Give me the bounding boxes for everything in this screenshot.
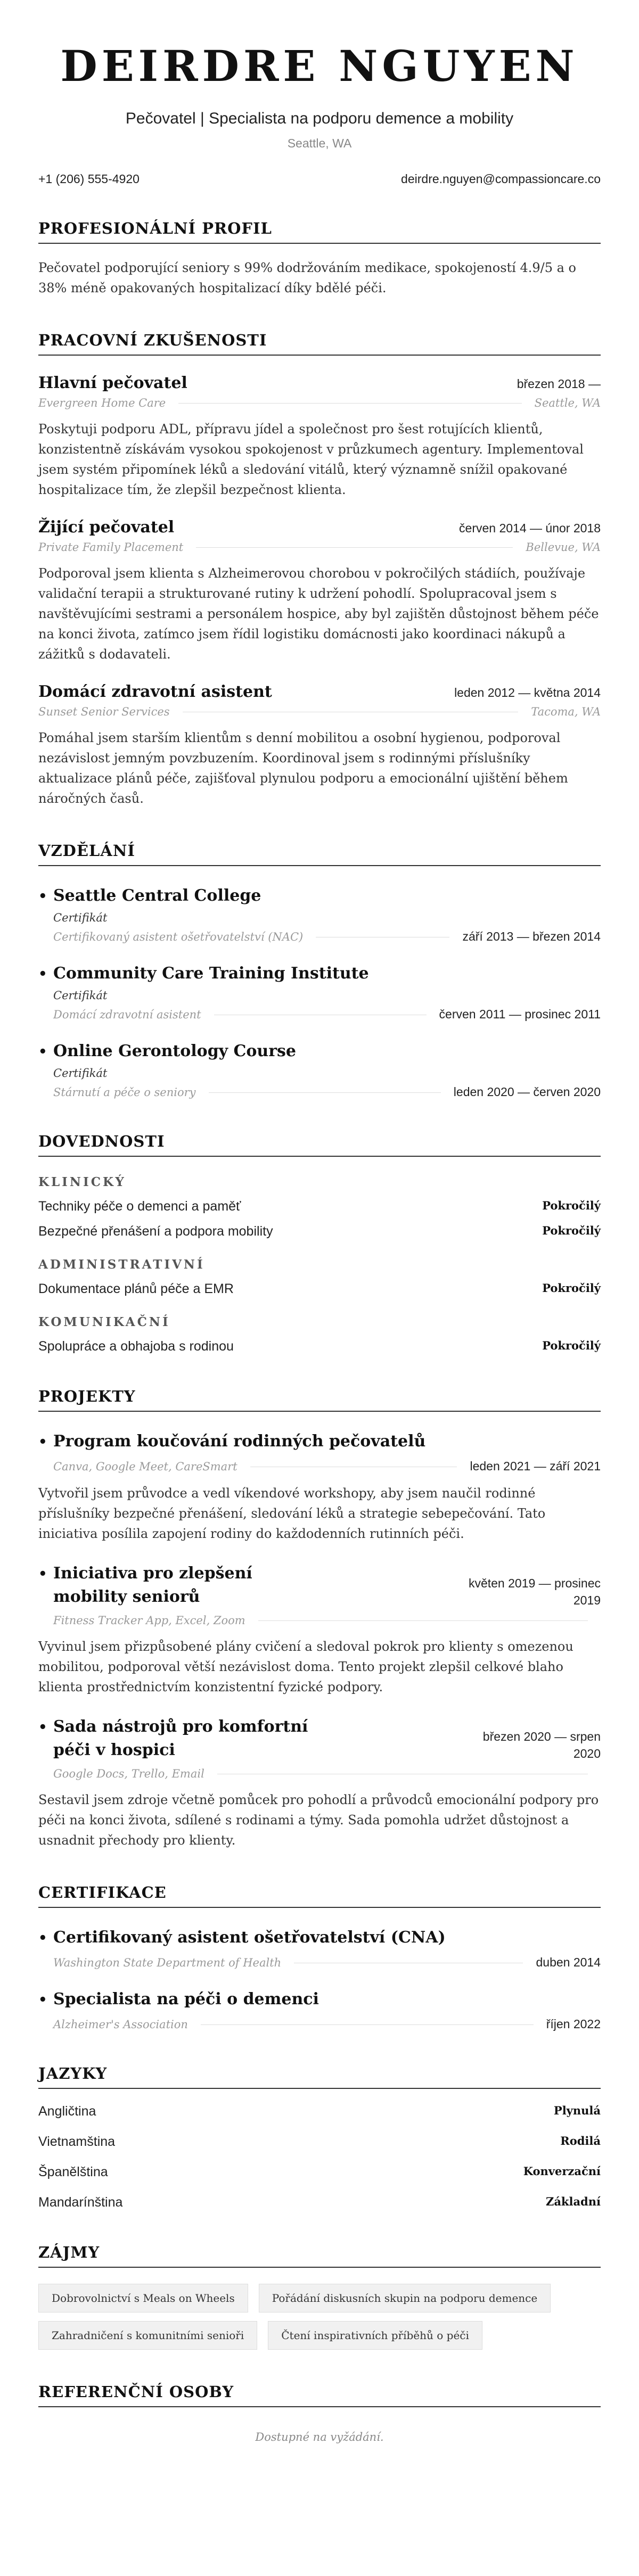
- email-address: deirdre.nguyen@compassioncare.co: [401, 172, 601, 186]
- skill-row: [38, 1199, 601, 1214]
- section-title-education: VZDĚLÁNÍ: [38, 842, 601, 866]
- divider-line: [178, 402, 521, 404]
- interest-chip: Zahradničení s komunitními senioři: [38, 2321, 257, 2350]
- bullet-icon: •: [38, 1719, 47, 1735]
- divider-line: [209, 1092, 441, 1093]
- project-name: Sada nástrojů pro komfortní péči v hospici: [53, 1717, 308, 1759]
- education-entry: [38, 1040, 601, 1099]
- bullet-icon: •: [38, 966, 47, 982]
- interest-chip: Dobrovolnictví s Meals on Wheels: [38, 2284, 248, 2312]
- bullet-icon: •: [38, 1930, 47, 1946]
- field-of-study: Domácí zdravotní asistent: [53, 1008, 201, 1021]
- skill-row: [38, 1339, 601, 1354]
- degree: Certifikát: [53, 911, 108, 924]
- divider-line: [250, 1466, 457, 1467]
- certification-date: říjen 2022: [546, 2017, 601, 2031]
- project-date: březen 2020 — srpen 2020: [482, 1730, 601, 1760]
- language-level: Plynulá: [553, 2104, 601, 2117]
- school-name: Online Gerontology Course: [53, 1042, 297, 1060]
- divider-line: [258, 1620, 588, 1621]
- language-level: Rodilá: [560, 2134, 601, 2147]
- references-section: [38, 2383, 601, 2443]
- language-level: Základní: [545, 2195, 601, 2208]
- section-title-experience: PRACOVNÍ ZKUŠENOSTI: [38, 331, 601, 356]
- interest-chip: Čtení inspirativních příběhů o péči: [268, 2321, 482, 2350]
- experience-entry: [38, 518, 601, 664]
- skill-name: Dokumentace plánů péče a EMR: [38, 1281, 234, 1296]
- job-location: Seattle, WA: [534, 397, 601, 409]
- job-location: Bellevue, WA: [526, 541, 601, 554]
- job-location: Tacoma, WA: [531, 705, 601, 718]
- skill-name: Techniky péče o demenci a paměť: [38, 1199, 241, 1214]
- language-level: Konverzační: [523, 2165, 601, 2178]
- divider-line: [217, 1773, 588, 1774]
- education-section: [38, 842, 601, 1099]
- section-title-profile: PROFESIONÁLNÍ PROFIL: [38, 219, 601, 244]
- references-text: Dostupné na vyžádání.: [255, 2431, 384, 2443]
- certification-date: duben 2014: [536, 1955, 601, 1969]
- experience-entry: [38, 682, 601, 809]
- bullet-icon: •: [38, 888, 47, 904]
- phone-number: +1 (206) 555-4920: [38, 172, 140, 186]
- bullet-icon: •: [38, 1044, 47, 1060]
- skill-level: Pokročilý: [542, 1224, 601, 1237]
- project-entry: [38, 1430, 601, 1544]
- section-title-certifications: CERTIFIKACE: [38, 1883, 601, 1908]
- certification-name: Specialista na péči o demenci: [53, 1990, 319, 2009]
- project-description: Sestavil jsem zdroje včetně pomůcek pro pohodlí a průvodců emocionální podpory pro péči na konci života, sdílené s rodinami a týmy. Sada pomohla udržet důstojnost a usnadnit přechody pro klienty.: [38, 1792, 599, 1848]
- project-date: leden 2021 — září 2021: [470, 1459, 601, 1473]
- divider-line: [294, 1962, 523, 1963]
- skill-category: ADMINISTRATIVNÍ: [38, 1257, 205, 1272]
- school-name: Seattle Central College: [53, 886, 261, 905]
- job-title: Žijící pečovatel: [38, 518, 175, 537]
- field-of-study: Stárnutí a péče o seniory: [53, 1085, 196, 1099]
- skill-row: [38, 1224, 601, 1239]
- education-entry: [38, 884, 601, 944]
- job-description: Poskytuji podporu ADL, přípravu jídel a společnost pro šest rotujících klientů, konzistentně získávám vysokou spokojenost v průzkumech agentury. Implementoval jsem systém připomínek léků a sledování vitálů, který významně snížil opakované hospitalizace tím, že zlepšil bezpečnost klienta.: [38, 422, 584, 497]
- divider-line: [316, 936, 449, 937]
- skill-row: [38, 1281, 601, 1297]
- section-title-projects: PROJEKTY: [38, 1387, 601, 1412]
- skill-category: KLINICKÝ: [38, 1175, 126, 1189]
- field-of-study: Certifikovaný asistent ošetřovatelství (NAC): [53, 930, 304, 943]
- divider-line: [201, 2024, 534, 2025]
- education-date: leden 2020 — červen 2020: [453, 1085, 601, 1099]
- interest-chips: [38, 2284, 601, 2350]
- job-date: březen 2018 —: [517, 377, 601, 391]
- contact-row: [38, 172, 601, 186]
- experience-section: [38, 331, 601, 809]
- skill-name: Bezpečné přenášení a podpora mobility: [38, 1224, 273, 1239]
- job-date: leden 2012 — května 2014: [454, 686, 601, 699]
- job-title: Hlavní pečovatel: [38, 374, 187, 392]
- section-title-skills: DOVEDNOSTI: [38, 1132, 601, 1157]
- language-name: Španělština: [38, 2165, 108, 2179]
- bullet-icon: •: [38, 1992, 47, 2008]
- project-entry: [38, 1715, 601, 1850]
- bullet-icon: •: [38, 1566, 47, 1582]
- degree: Certifikát: [53, 1067, 108, 1080]
- languages-section: [38, 2064, 601, 2210]
- profile-section: [38, 219, 601, 298]
- certifications-section: [38, 1883, 601, 2031]
- skill-level: Pokročilý: [542, 1281, 601, 1295]
- language-row: [38, 2195, 601, 2210]
- job-description: Pomáhal jsem starším klientům s denní mobilitou a osobní hygienou, podporoval nezávislost jemným povzbuzením. Koordinoval jsem s rodinnými příslušníky aktualizace plánů péče, zajišťoval plynulou podporu a emocionální ujištění během náročných časů.: [38, 730, 568, 806]
- education-entry: [38, 962, 601, 1022]
- certification-entry: [38, 1926, 601, 1970]
- profile-text: Pečovatel podporující seniory s 99% dodržováním medikace, spokojeností 4.9/5 a o 38% méně opakovaných hospitalizací díky bdělé péči.: [38, 260, 577, 295]
- language-row: [38, 2134, 601, 2150]
- certification-issuer: Alzheimer's Association: [53, 2018, 188, 2031]
- divider-line: [196, 547, 513, 548]
- divider-line: [214, 1014, 427, 1015]
- candidate-location: Seattle, WA: [287, 136, 352, 150]
- experience-entry: [38, 374, 601, 500]
- skills-section: [38, 1132, 601, 1354]
- project-description: Vytvořil jsem průvodce a vedl víkendové workshopy, aby jsem naučil rodinné příslušníky bezpečné přenášení, sledování léků a strategie sebepečování. Tato iniciativa posílila zapojení rodiny do každodenních rutinních péči.: [38, 1486, 546, 1541]
- divider-line: [183, 711, 519, 712]
- project-entry: [38, 1562, 601, 1697]
- bullet-icon: •: [38, 1434, 47, 1450]
- language-row: [38, 2104, 601, 2119]
- section-title-languages: JAZYKY: [38, 2064, 601, 2089]
- language-name: Angličtina: [38, 2104, 96, 2119]
- language-name: Vietnamština: [38, 2134, 116, 2149]
- job-date: červen 2014 — únor 2018: [459, 521, 601, 535]
- interests-section: [38, 2243, 601, 2350]
- job-description: Podporoval jsem klienta s Alzheimerovou chorobou v pokročilých stádiích, používaje validační terapii a strukturované rutiny k udržení pohodlí. Spolupracoval jsem s navštěvujícími sestrami a personálem hospice, aby byl zajištěn důstojnost během péče na konci života, zatímco jsem řídil logistiku domácnosti jako koordinaci nákupů a zážitků s dodavateli.: [38, 566, 599, 662]
- certification-issuer: Washington State Department of Health: [53, 1956, 282, 1969]
- project-date: květen 2019 — prosinec 2019: [468, 1576, 601, 1607]
- project-name: Iniciativa pro zlepšení mobility seniorů: [53, 1564, 252, 1606]
- skill-category: KOMUNIKAČNÍ: [38, 1315, 170, 1329]
- job-title: Domácí zdravotní asistent: [38, 682, 272, 701]
- education-date: září 2013 — březen 2014: [462, 929, 601, 943]
- language-row: [38, 2165, 601, 2180]
- project-name: Program koučování rodinných pečovatelů: [53, 1432, 426, 1451]
- skill-name: Spolupráce a obhajoba s rodinou: [38, 1339, 234, 1354]
- job-company: Sunset Senior Services: [38, 705, 170, 718]
- school-name: Community Care Training Institute: [53, 964, 369, 983]
- degree: Certifikát: [53, 989, 108, 1002]
- section-title-interests: ZÁJMY: [38, 2243, 601, 2268]
- certification-entry: [38, 1988, 601, 2031]
- project-tools: Fitness Tracker App, Excel, Zoom: [53, 1614, 245, 1627]
- certification-name: Certifikovaný asistent ošetřovatelství (CNA): [53, 1928, 446, 1947]
- interest-chip: Pořádání diskusních skupin na podporu demence: [259, 2284, 551, 2312]
- candidate-name: DEIRDRE NGUYEN: [60, 41, 579, 91]
- projects-section: [38, 1387, 601, 1850]
- resume-header: [0, 0, 639, 151]
- job-company: Private Family Placement: [38, 541, 184, 554]
- candidate-tagline: Pečovatel | Specialista na podporu demence a mobility: [125, 110, 514, 127]
- education-date: červen 2011 — prosinec 2011: [439, 1007, 601, 1021]
- project-tools: Google Docs, Trello, Email: [53, 1767, 204, 1780]
- skill-level: Pokročilý: [542, 1199, 601, 1212]
- project-description: Vyvinul jsem přizpůsobené plány cvičení a sledoval pokrok pro klienty s omezenou mobilitou, podporoval větší nezávislost doma. Tento projekt zlepšil celkové blaho klienta prostřednictvím konzistentní fyzické podpory.: [38, 1639, 574, 1694]
- job-company: Evergreen Home Care: [38, 397, 166, 409]
- skill-level: Pokročilý: [542, 1339, 601, 1352]
- language-name: Mandarínština: [38, 2195, 123, 2210]
- project-tools: Canva, Google Meet, CareSmart: [53, 1460, 237, 1473]
- section-title-references: REFERENČNÍ OSOBY: [38, 2383, 601, 2407]
